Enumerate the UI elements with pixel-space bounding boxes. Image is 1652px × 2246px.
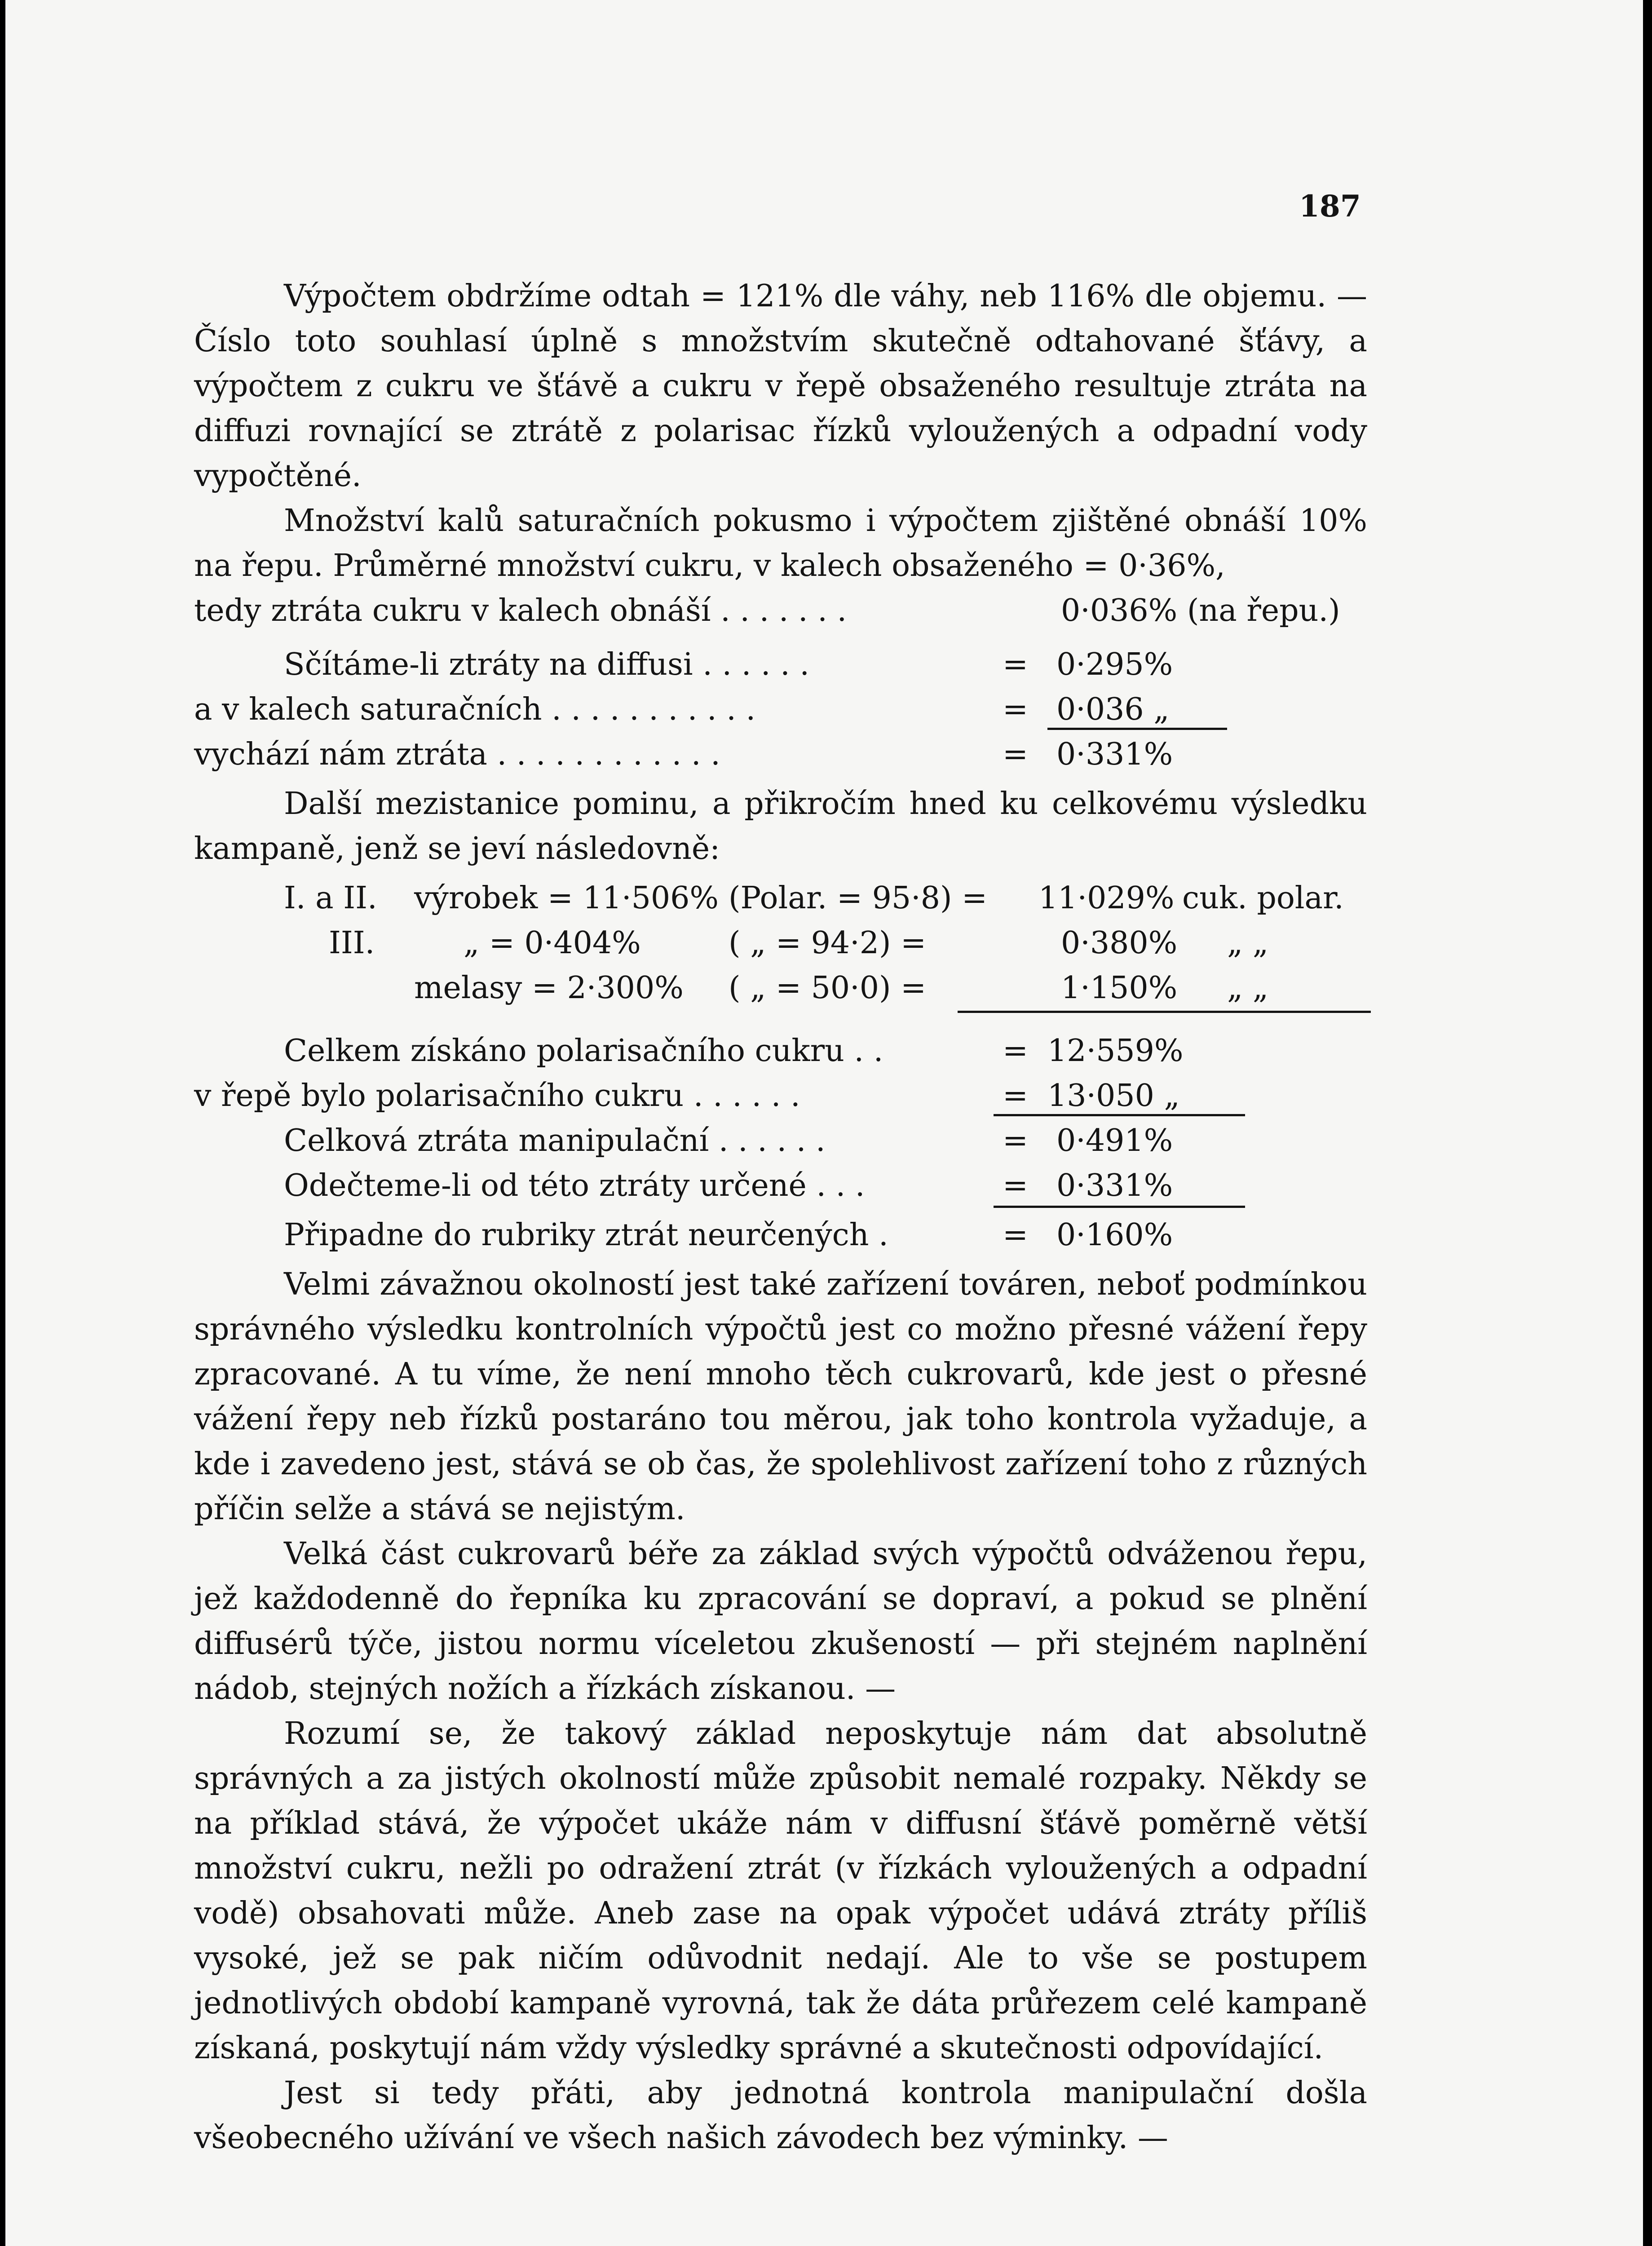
kaly-loss-label: tedy ztráta cukru v kalech obnáší . . . . . . . [194,593,847,628]
paragraph-zaver: Jest si tedy přáti, aby jednotná kontrola manipulační došla všeobecného užívání ve všech našich závodech bez výminky. — [194,2075,1367,2156]
product-polar: (Polar. = 95·8) = [729,880,988,916]
product-label: III. [329,925,375,961]
total-label: Připadne do rubriky ztrát neurčených . [284,1217,888,1253]
sum-row-eq: = [1003,692,1028,727]
product-sugar: 11·029% [1038,880,1175,916]
product-share: melasy = 2·300% [414,970,684,1006]
sum-row [194,732,1367,777]
sum-row-eq: = [1003,737,1028,772]
product-sugar: 0·380% [1061,925,1178,961]
total-eq: = [1003,1078,1028,1114]
product-share: „ = 0·404% [464,925,641,961]
total-row [194,1119,1367,1163]
total-value: 0·160% [1056,1217,1173,1253]
product-polar: ( „ = 94·2) = [729,925,927,961]
totals-table [194,1029,1367,1262]
kaly-loss-value: 0·036% (na řepu.) [1061,593,1340,628]
total-label: v řepě bylo polarisačního cukru . . . . . . [194,1078,800,1114]
total-label: Celkem získáno polarisačního cukru . . [284,1033,883,1069]
paragraph-vazeni: Velmi závažnou okolností jest také zařízení továren, neboť podmínkou správného výsledku kontrolních výpočtů jest co možno přesné vážení řepy zpracované. A tu víme, že není mnoho těch cukrovarů, kde jest o přesné vážení řepy neb řízků postaráno tou měrou, jak toho kontrola vyžaduje, a kde i zavedeno jest, stává se ob čas, že spolehlivost zařízení toho z různých příčin selže a stává se nejistým. [194,1267,1367,1527]
totals-rule [994,1206,1245,1208]
total-row [194,1213,1367,1258]
body-block-top [194,274,1367,588]
paragraph-odtah: Výpočtem obdržíme odtah = 121% dle váhy, neb 116% dle objemu. — Číslo toto souhlasí úplně s množstvím skutečně odtahované šťávy, a výpočtem z cukru ve šťávě a cukru v řepě obsaženého resultuje ztráta na diffuzi rovnající se ztrátě z polarisac řízků vyloužených a odpadní vody vypočtěné. [194,279,1367,494]
kaly-loss-line [194,588,1367,633]
product-row [194,921,1367,966]
paragraph-mezistanice: Další mezistanice pominu, a přikročím hned ku celkovému výsledku kampaně, jenž se jeví následovně: [194,786,1367,867]
total-eq: = [1003,1123,1028,1158]
total-value: 13·050 „ [1047,1078,1180,1114]
total-eq: = [1003,1033,1028,1069]
paragraph-rozpaky: Rozumí se, že takový základ neposkytuje nám dat absolutně správných a za jistých okolností může způsobit nemalé rozpaky. Někdy se na příklad stává, že výpočet ukáže nám v diffusní šťávě poměrně větší množství cukru, nežli po odražení ztrát (v řízkách vyloužených a odpadní vodě) obsahovati může. Aneb zase na opak výpočet udává ztráty příliš vysoké, jež se pak ničím odůvodnit nedají. Ale to vše se postupem jednotlivých období kampaně vyrovná, tak že dáta průřezem celé kampaně získaná, poskytují nám vždy výsledky správné a skutečnosti odpovídající. [194,1716,1367,2066]
total-value: 12·559% [1047,1033,1184,1069]
sum-rule [1047,728,1227,730]
product-table [194,876,1367,1020]
sum-row-label: Sčítáme-li ztráty na diffusi . . . . . . [284,647,810,682]
product-share: výrobek = 11·506% [414,880,719,916]
sum-row [194,687,1367,732]
body-block-mid [194,782,1367,871]
product-sugar: 1·150% [1061,970,1178,1006]
sum-row-value: 0·331% [1056,737,1173,772]
total-row [194,1163,1367,1208]
total-value: 0·331% [1056,1168,1173,1203]
sum-row-label: a v kalech saturačních . . . . . . . . . . . [194,692,756,727]
body-block-bottom [194,1262,1367,2161]
sum-row [194,642,1367,687]
sum-row-value: 0·295% [1056,647,1173,682]
paragraph-kaly: Množství kalů saturačních pokusmo i výpočtem zjištěné obnáší 10% na řepu. Průměrné množství cukru, v kalech obsaženého = 0·36%, [194,503,1367,584]
loss-sum-table [194,642,1367,786]
total-label: Odečteme-li od této ztráty určené . . . [284,1168,865,1203]
total-value: 0·491% [1056,1123,1173,1158]
total-eq: = [1003,1217,1028,1253]
totals-rule [994,1114,1245,1116]
product-rule [958,1011,1371,1013]
product-unit: cuk. polar. [1182,880,1344,916]
book-page [5,0,1643,2246]
sum-row-label: vychází nám ztráta . . . . . . . . . . . . [194,737,720,772]
page-number: 187 [1299,189,1361,224]
paragraph-vycepy: Velká část cukrovarů béře za základ svých výpočtů odváženou řepu, jež každodenně do řepníka ku zpracování se dopraví, a pokud se plnění diffusérů týče, jistou normu víceletou zkušeností — při stejném naplnění nádob, stejných nožích a řízkách získanou. — [194,1536,1367,1707]
total-label: Celková ztráta manipulační . . . . . . [284,1123,826,1158]
product-unit: „ „ [1227,925,1269,961]
product-polar: ( „ = 50·0) = [729,970,927,1006]
product-label: I. a II. [284,880,377,916]
total-eq: = [1003,1168,1028,1203]
total-row [194,1029,1367,1074]
sum-row-eq: = [1003,647,1028,682]
total-row [194,1074,1367,1119]
sum-row-value: 0·036 „ [1056,692,1170,727]
product-row [194,966,1367,1011]
product-unit: „ „ [1227,970,1269,1006]
product-row [194,876,1367,921]
